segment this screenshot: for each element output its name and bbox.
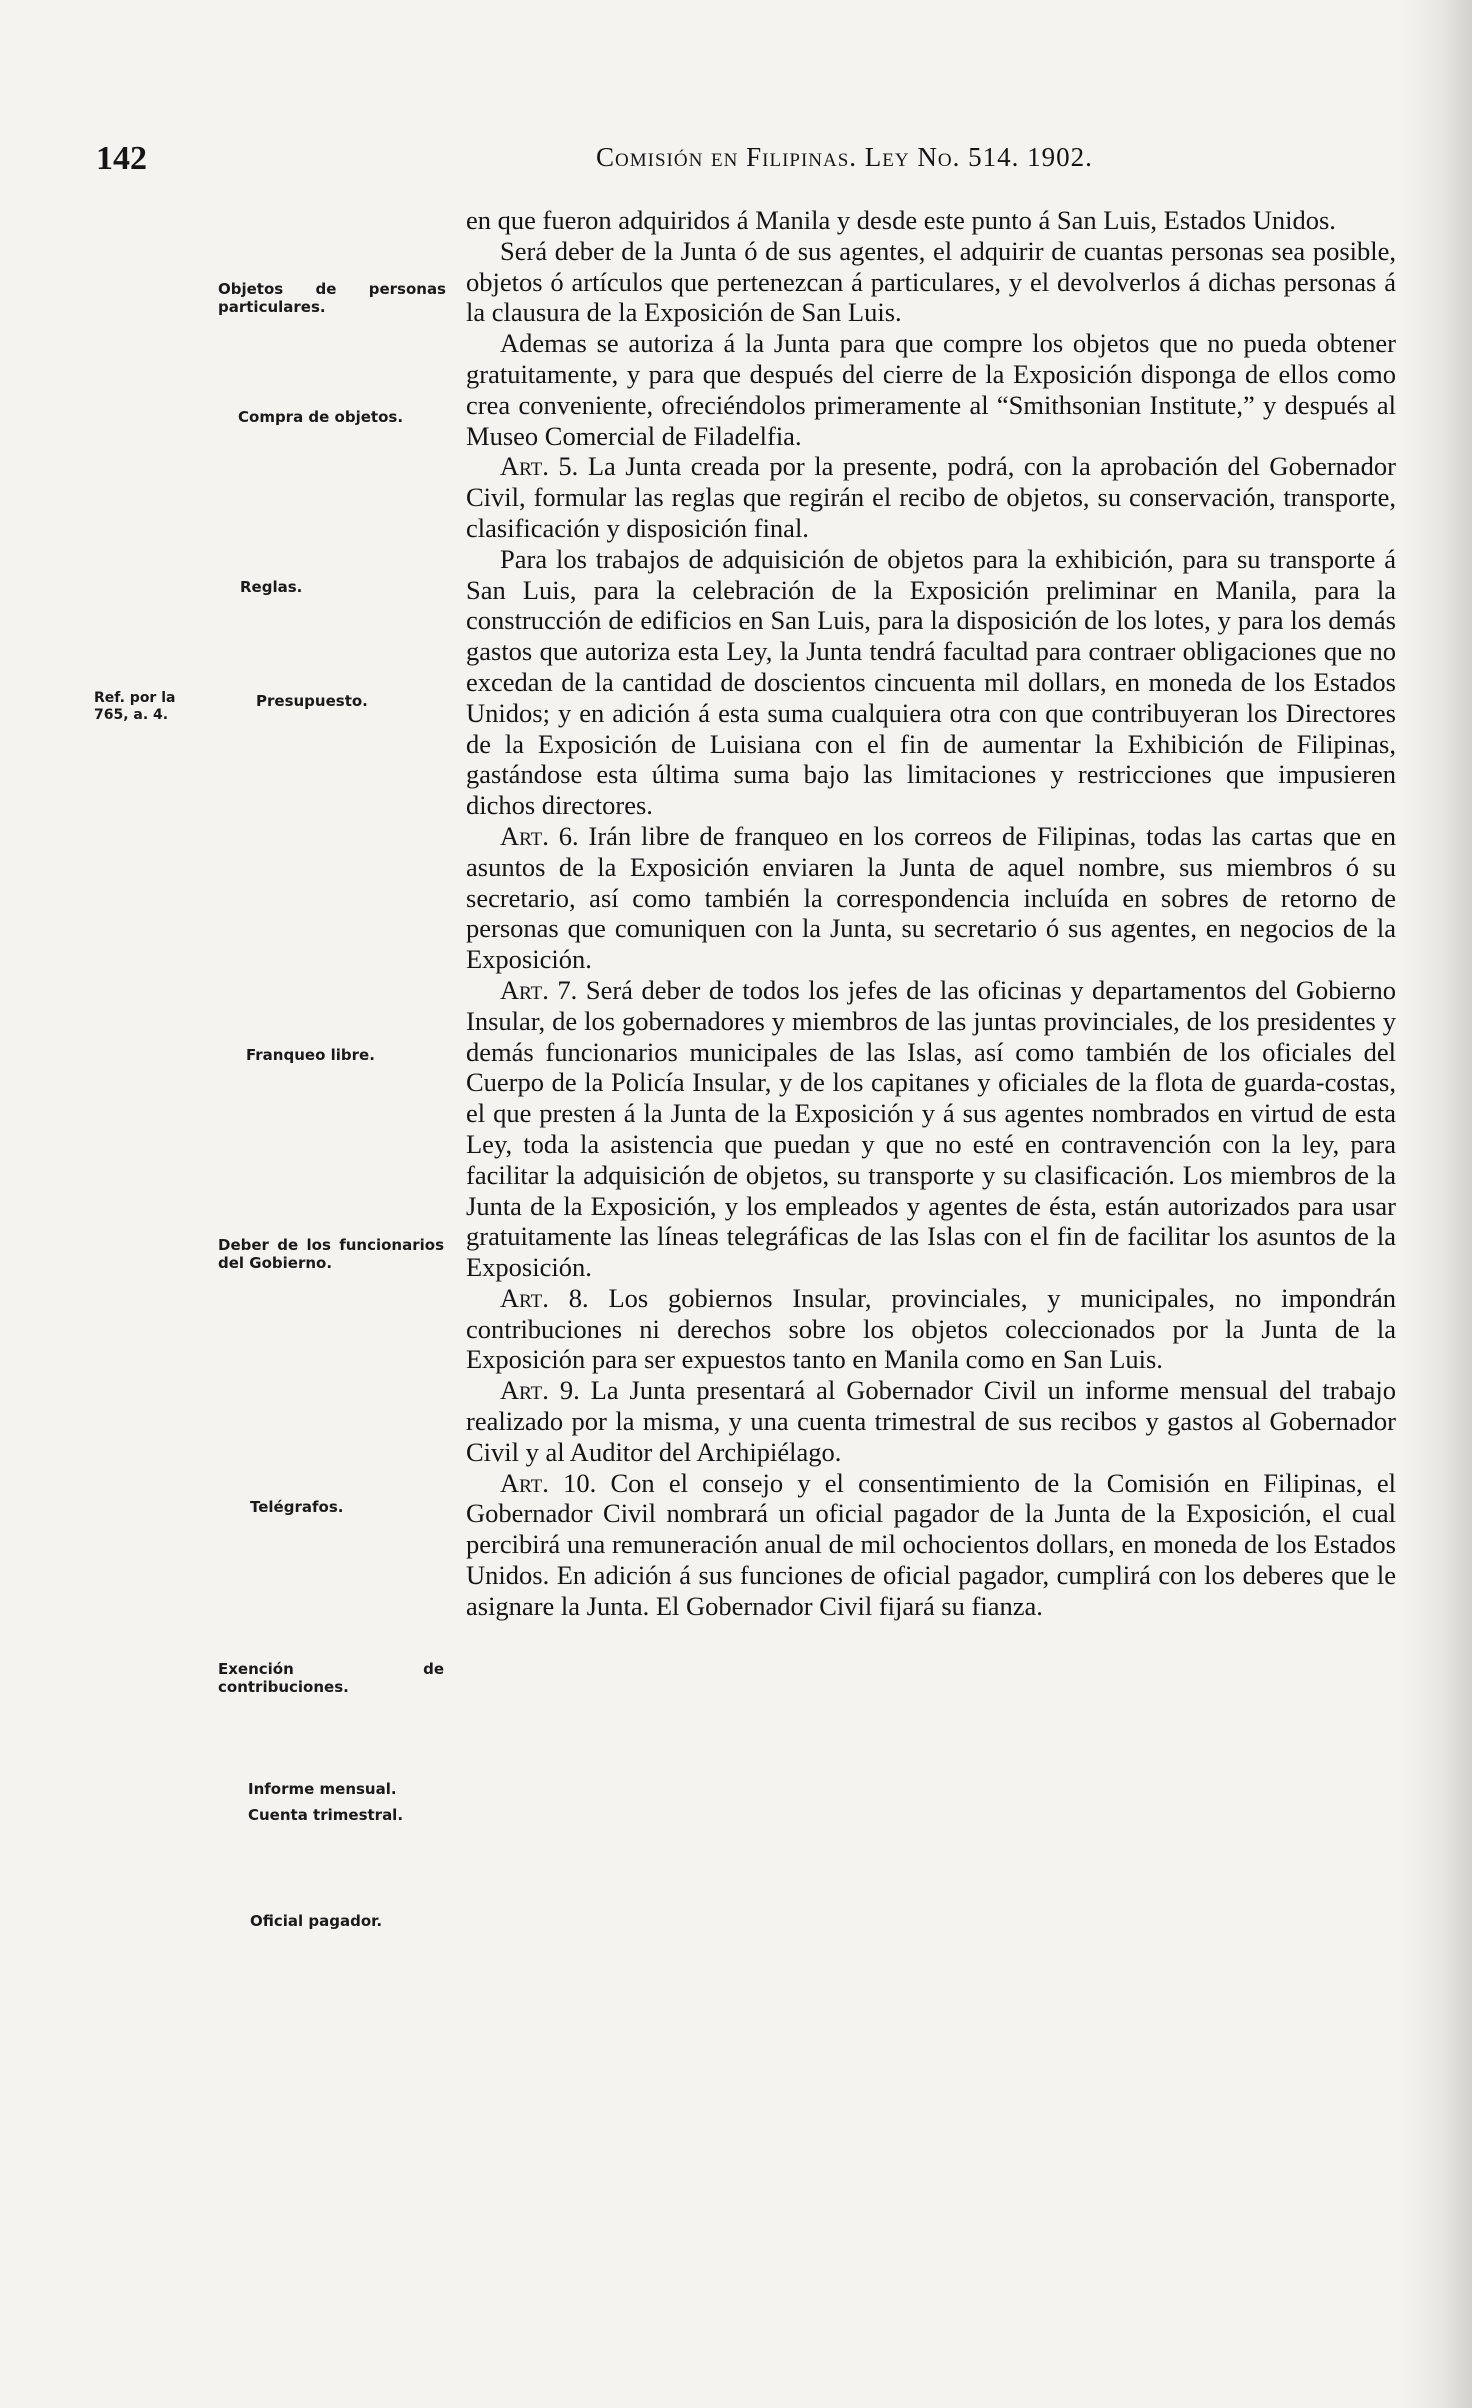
- article-5: [466, 451, 1396, 543]
- article-6-text: Irán libre de franqueo en los correos de Filipinas, todas las cartas que en asuntos de la Exposición enviaren la Junta de aquel nombre, sus miembros ó su secretario, así como también la correspondencia incluída en sobres de retorno de personas que comuniquen con la Junta, su secretario ó sus agentes, en negocios de la Exposición.: [466, 820, 1397, 975]
- paragraph-objetos-particulares: Será deber de la Junta ó de sus agentes, el adquirir de cuantas personas sea posible, objetos ó artículos que pertenezcan á particulares, y el devolverlos á dichas personas á la clausura de la Exposición de San Luis.: [466, 235, 1396, 328]
- paragraph-presupuesto: Para los trabajos de adquisición de objetos para la exhibición, para su transporte á San Luis, para la celebración de la Exposición preliminar en Manila, para la construcción de edificios en San Luis, para la disposición de los lotes, y para los demás gastos que autoriza esta Ley, la Junta tendrá facultad para contraer obligaciones que no excedan de la cantidad de doscientos cincuenta mil dollars, en moneda de los Estados Unidos; y en adición á esta suma cualquiera otra con que contribuyeran los Directores de la Exposición de Luisiana con el fin de aumentar la Exhibición de Filipinas, gastándose esta última suma bajo las limitaciones y restricciones que impusieren dichos directores.: [466, 543, 1396, 821]
- page-header: [96, 140, 1296, 190]
- article-7-label: Art. 7.: [500, 974, 578, 1005]
- article-10-label: Art. 10.: [500, 1467, 597, 1498]
- margin-note-informe: Informe mensual.: [248, 1780, 397, 1798]
- article-5-text: La Junta creada por la presente, podrá, con la aprobación del Gobernador Civil, formular las reglas que regirán el recibo de objetos, su conservación, transporte, clasificación y disposición final.: [466, 451, 1396, 543]
- paragraph-continuation: en que fueron adquiridos á Manila y desde este punto á San Luis, Estados Unidos.: [466, 205, 1336, 235]
- article-10: [466, 1468, 1396, 1622]
- article-8-text: Los gobiernos Insular, provinciales, y municipales, no impondrán contribuciones ni derechos sobre los objetos coleccionados por la Junta de la Exposición para ser expuestos tanto en Manila como en San Luis.: [466, 1282, 1396, 1375]
- margin-note-objetos: Objetos de personas particulares.: [218, 280, 446, 316]
- margin-note-oficial-pagador: Oficial pagador.: [250, 1912, 383, 1930]
- article-9: [466, 1375, 1396, 1467]
- outer-margin-note: Ref. por la 765, a. 4.: [94, 690, 176, 723]
- running-head: Comisión en Filipinas. Ley No. 514. 1902.: [596, 142, 1093, 172]
- article-8-label: Art. 8.: [500, 1282, 589, 1313]
- margin-note-presupuesto: Presupuesto.: [256, 692, 368, 710]
- margin-note-franqueo: Franqueo libre.: [246, 1046, 375, 1064]
- article-5-label: Art. 5.: [500, 451, 579, 482]
- margin-note-telegrafos: Telégrafos.: [250, 1498, 344, 1516]
- article-9-text: La Junta presentará al Gobernador Civil un informe mensual del trabajo realizado por la misma, y una cuenta trimestral de sus recibos y gastos al Gobernador Civil y al Auditor del Archipiélago.: [466, 1375, 1397, 1467]
- article-6: [466, 821, 1396, 975]
- article-8: [466, 1283, 1396, 1375]
- article-10-text: Con el consejo y el consentimiento de la Comisión en Filipinas, el Gobernador Civil nombrará un oficial pagador de la Junta de la Exposición, el cual percibirá una remuneración anual de mil ochocientos dollars, en moneda de los Estados Unidos. En adición á sus funciones de oficial pagador, cumplirá con los deberes que le asignare la Junta. El Gobernador Civil fijará su fianza.: [466, 1467, 1396, 1621]
- article-7: [466, 975, 1396, 1283]
- margin-note-reglas: Reglas.: [240, 578, 303, 596]
- page-number: 142: [96, 140, 147, 177]
- margin-note-compra: Compra de objetos.: [238, 408, 404, 426]
- margin-note-deber-funcionarios: Deber de los funcionarios del Gobierno.: [218, 1236, 444, 1272]
- page-edge-shadow: [1402, 0, 1472, 2408]
- paragraph-compra-objetos: Ademas se autoriza á la Junta para que compre los objetos que no pueda obtener gratuitamente, y para que después del cierre de la Exposición disponga de ellos como crea conveniente, ofreciéndolos primeramente al “Smithsonian Institute,” y después al Museo Comercial de Filadelfia.: [466, 328, 1396, 451]
- article-7-text: Será deber de todos los jefes de las oficinas y departamentos del Gobierno Insular, de los gobernadores y miembros de las juntas provinciales, de los presidentes y demás funcionarios municipales de las Islas, así como también de los oficiales del Cuerpo de la Policía Insular, y de los capitanes y oficiales de la flota de guarda-costas, el que presten á la Junta de la Exposición y á sus agentes nombrados en virtud de esta Ley, toda la asistencia que puedan y que no esté en contravención con la ley, para facilitar la adquisición de objetos, su transporte y su clasificación. Los miembros de la Junta de la Exposición, y los empleados y agentes de ésta, están autorizados para usar gratuitamente las líneas telegráficas de las Islas con el fin de facilitar los asuntos de la Exposición.: [466, 974, 1397, 1283]
- body-text: [466, 205, 1396, 1622]
- margin-note-exencion: Exención de contribuciones.: [218, 1660, 444, 1696]
- article-6-label: Art. 6.: [500, 820, 579, 851]
- margin-note-cuenta: Cuenta trimestral.: [248, 1806, 404, 1824]
- article-9-label: Art. 9.: [500, 1375, 580, 1406]
